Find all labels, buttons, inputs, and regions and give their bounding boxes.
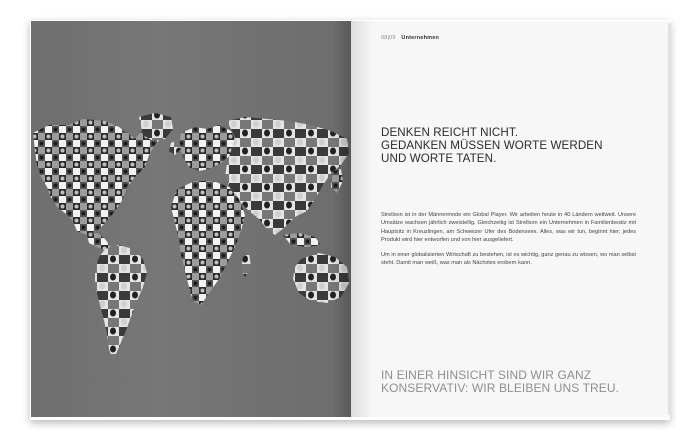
gutter-shadow-left — [333, 21, 351, 417]
left-page — [31, 21, 351, 417]
closing-line: IN EINER HINSICHT SIND WIR GANZ — [381, 368, 592, 382]
uk-shape — [169, 139, 181, 155]
indonesia-shape — [283, 233, 321, 247]
world-map-collage — [31, 21, 351, 417]
closing-line: KONSERVATIV: WIR BLEIBEN UNS TREU. — [381, 381, 620, 395]
headline — [381, 126, 651, 165]
continent-north-america — [33, 119, 163, 235]
continent-africa — [171, 181, 245, 305]
gutter-shadow-right — [351, 21, 373, 417]
continent-south-america — [95, 245, 147, 361]
headline-line: GEDANKEN MÜSSEN WORTE WERDEN — [381, 139, 603, 152]
body-paragraph: Um in einer globalisierten Wirtschaft zu bestehen, ist es wichtig, ganz genau zu wissen, wo man selbst steht. Damit man weiß, was man als Nächstes erobern kann. — [381, 252, 636, 267]
central-america-shape — [87, 233, 111, 251]
page-number: 08|09 — [381, 35, 396, 41]
headline-line: DENKEN REICHT NICHT. — [381, 126, 519, 139]
section-title: Unternehmen — [401, 35, 440, 41]
madagascar-shape — [241, 253, 251, 277]
headline-line: UND WORTE TATEN. — [381, 152, 497, 165]
closing-statement — [381, 369, 651, 395]
section-label — [381, 35, 439, 41]
body-paragraph: Strellson ist in der Männermode ein Global Player. Wir arbeiten heute in 40 Ländern weltweit. Unsere Umsätze wachsen jährlich zweistellig. Gleichzeitig ist Strellson ein Unternehmen in Familienbesitz mit Hauptsitz in Kreuzlingen, am Schweizer Ufer des Bodensees. Alles, was wir tun, beginnt hier; jedes Produkt wird hier entworfen und von hier ausgeliefert. — [381, 212, 636, 244]
page-edge — [668, 23, 671, 415]
right-page — [351, 21, 669, 417]
